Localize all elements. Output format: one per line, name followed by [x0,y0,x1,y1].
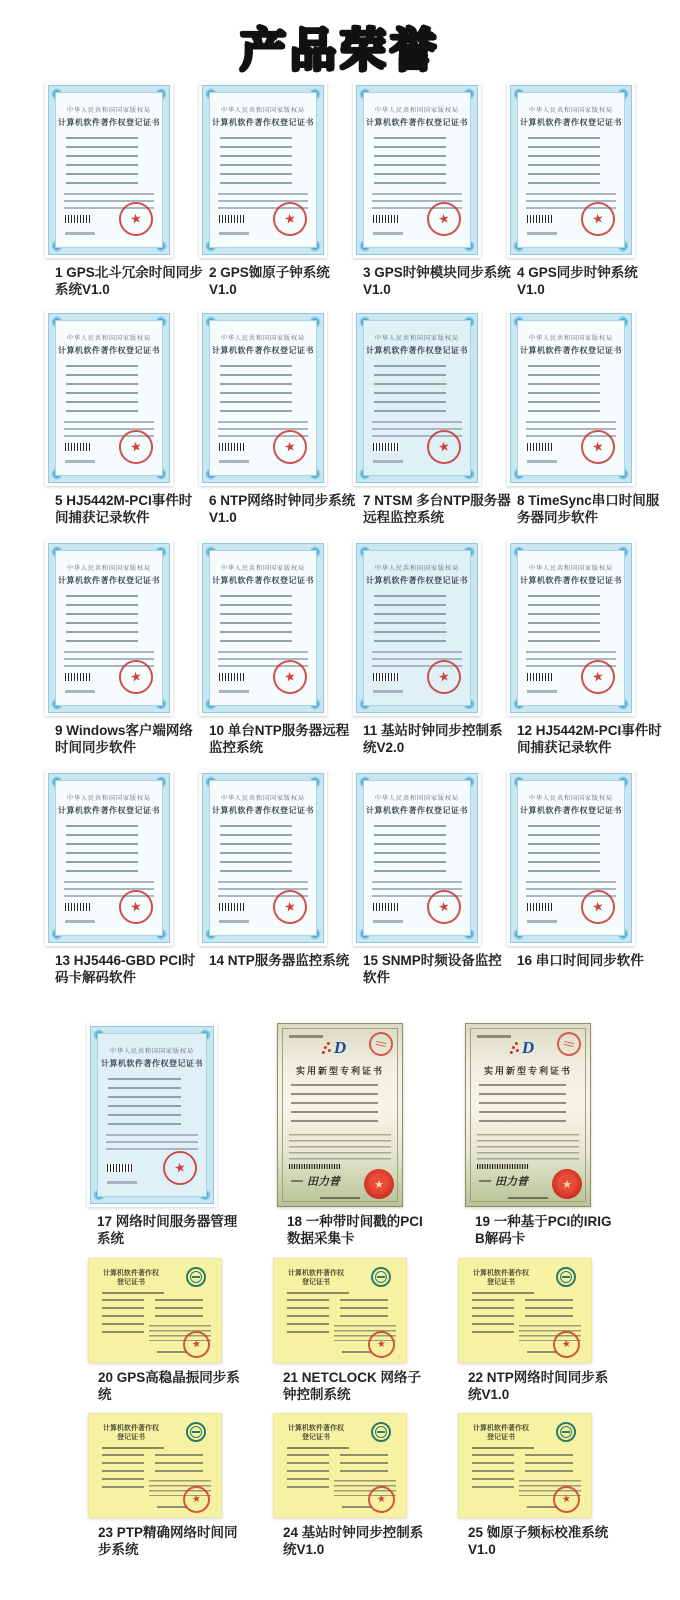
certificate-card [507,310,660,526]
certificate-title: 计算机软件著作权登记证书 [366,346,468,355]
certificate-date [527,1506,557,1508]
certificate-card [45,540,193,756]
certificate-fields-left [102,1299,144,1335]
certificate-caption: 4 GPS同步时钟系统V1.0 [517,265,638,297]
certificate-row-6 [0,1258,680,1403]
copyright-certificate-image [87,1023,217,1207]
serial-line [102,1292,164,1294]
certificate-number [65,460,95,463]
patent-title: 实用新型专利证书 [295,1066,384,1076]
certificate-caption: 17 网络时间服务器管理系统 [97,1214,238,1246]
certificate-fields [66,365,138,415]
certificate-card [465,1023,612,1247]
issuing-agency: 中华人民共和国国家版权局 [374,566,459,572]
certificate-card [507,540,662,756]
barcode [373,673,399,681]
issuing-agency: 中华人民共和国国家版权局 [109,1049,194,1055]
certificate-card [273,1258,422,1403]
patent-paragraph [289,1134,391,1164]
certificate-caption: 20 GPS高稳晶振同步系统 [98,1370,240,1402]
copyright-certificate-image [199,310,327,486]
issuing-agency: 中华人民共和国国家版权局 [528,108,613,114]
certificate-title: 计算机软件著作权登记证书 [101,1059,203,1068]
issuing-agency: 中华人民共和国国家版权局 [528,796,613,802]
certificate-title: 计算机软件著作权登记证书 [520,118,622,127]
certificate-caption: 5 HJ5442M-PCI事件时间捕获记录软件 [55,493,193,525]
commissioner-signature: 田力普 [479,1173,528,1189]
copyright-certificate-image [45,770,173,946]
patent-fields [479,1084,566,1128]
certificate-title: 计算机软件著作权登记证书 [366,576,468,585]
patent-certificate-image [277,1023,403,1207]
certificate-card [199,770,350,986]
certificate-card [88,1258,240,1403]
certificate-caption: 21 NETCLOCK 网络子钟控制系统 [283,1370,422,1402]
certificate-fields-left [287,1299,329,1335]
certificate-title: 计算机软件著作权登记证书 [366,118,468,127]
round-seal-icon [367,1030,395,1058]
certificate-card [87,1023,238,1247]
copyright-certificate-image [353,310,481,486]
barcode [373,215,399,223]
certificate-number [373,690,403,693]
barcode [65,673,91,681]
certificate-number [373,460,403,463]
issuing-agency: 中华人民共和国国家版权局 [374,796,459,802]
certificate-title: 计算机软件著作权登记证书 [58,346,160,355]
barcode [527,903,553,911]
certificate-fields [374,825,446,875]
certificate-card [353,310,511,526]
certificate-card [88,1413,238,1558]
certificate-card [277,1023,423,1247]
barcode [65,443,91,451]
patent-paragraph [477,1134,579,1164]
certificate-fields [220,137,292,187]
issuing-agency: 中华人民共和国国家版权局 [220,336,305,342]
certificate-row-3 [0,540,680,756]
certificate-number [65,920,95,923]
certificate-fields [66,595,138,645]
barcode [219,215,245,223]
certificate-title: 计算机软件著作权 登记证书 [473,1425,529,1441]
certificate-fields [374,595,446,645]
certificate-title: 计算机软件著作权登记证书 [366,806,468,815]
certificate-row-4 [0,770,680,986]
certificate-fields [220,595,292,645]
certificate-date [342,1506,372,1508]
certificate-title: 计算机软件著作权 登记证书 [103,1270,159,1286]
certificate-fields-right [525,1299,573,1321]
green-emblem-icon [556,1422,576,1442]
certificate-title: 计算机软件著作权登记证书 [212,576,314,585]
certificate-card [353,82,511,298]
certificate-caption: 16 串口时间同步软件 [517,953,644,968]
patent-fields [291,1084,378,1128]
copyright-certificate-yellow-image [273,1413,407,1518]
certificate-fields [528,825,600,875]
certificate-card [458,1258,609,1403]
certificate-caption: 2 GPS铷原子钟系统V1.0 [209,265,330,297]
certificate-fields-left [287,1454,329,1490]
certificate-number [373,920,403,923]
copyright-certificate-image [45,310,173,486]
green-emblem-icon [371,1422,391,1442]
certificate-card [45,82,203,298]
copyright-certificate-image [199,540,327,716]
certificate-fields [528,137,600,187]
certificate-caption: 6 NTP网络时钟同步系统V1.0 [209,493,356,525]
certificate-title: 计算机软件著作权登记证书 [520,806,622,815]
certificate-card [353,770,502,986]
certificate-card [458,1413,609,1558]
barcode [289,1164,341,1169]
certificate-paragraph [106,1134,198,1153]
national-emblem-seal-icon [364,1169,394,1199]
certificate-title: 计算机软件著作权 登记证书 [103,1425,159,1441]
commissioner-signature: 田力普 [291,1173,340,1189]
serial-line [287,1292,349,1294]
certificate-row-7 [0,1413,680,1558]
issuing-agency: 中华人民共和国国家版权局 [220,796,305,802]
patent-date [508,1197,548,1199]
issuing-agency: 中华人民共和国国家版权局 [374,336,459,342]
certificate-title: 计算机软件著作权登记证书 [58,118,160,127]
certificate-caption: 22 NTP网络时间同步系统V1.0 [468,1370,609,1402]
certificate-card [273,1413,424,1558]
certificate-card [199,82,330,298]
certificate-card [45,770,196,986]
certificate-caption: 10 单台NTP服务器远程监控系统 [209,723,350,755]
certificate-caption: 19 一种基于PCI的IRIG B解码卡 [475,1214,612,1246]
certificate-date [157,1506,187,1508]
certificate-title: 计算机软件著作权登记证书 [520,346,622,355]
certificate-fields [374,365,446,415]
certificate-caption: 24 基站时钟同步控制系统V1.0 [283,1525,424,1557]
certificate-card [199,310,356,526]
certificate-row-5 [0,1023,680,1247]
certificate-number [527,690,557,693]
certificate-number [373,232,403,235]
certificate-fields [374,137,446,187]
certificate-caption: 25 铷原子频标校准系统V1.0 [468,1525,609,1557]
green-emblem-icon [556,1267,576,1287]
copyright-certificate-image [353,770,481,946]
copyright-certificate-image [199,82,327,258]
copyright-certificate-image [353,540,481,716]
certificate-caption: 1 GPS北斗冗余时间同步系统V1.0 [55,265,203,297]
issuing-agency: 中华人民共和国国家版权局 [528,566,613,572]
certificate-caption: 23 PTP精确网络时间同步系统 [98,1525,238,1557]
certificate-card [507,82,638,298]
issuing-agency: 中华人民共和国国家版权局 [528,336,613,342]
copyright-certificate-image [507,770,635,946]
issuing-agency: 中华人民共和国国家版权局 [220,566,305,572]
certificate-caption: 8 TimeSync串口时间服务器同步软件 [517,493,660,525]
certificate-caption: 12 HJ5442M-PCI事件时间捕获记录软件 [517,723,662,755]
certificate-card [353,540,503,756]
barcode [527,215,553,223]
certificate-title: 计算机软件著作权登记证书 [58,576,160,585]
certificate-number [65,690,95,693]
serial-line [472,1292,534,1294]
certificate-date [342,1351,372,1353]
certificate-date [527,1351,557,1353]
certificate-fields-left [472,1454,514,1490]
certificate-number [219,460,249,463]
green-emblem-icon [371,1267,391,1287]
certificate-title: 计算机软件著作权 登记证书 [288,1425,344,1441]
barcode [219,443,245,451]
copyright-certificate-yellow-image [88,1258,222,1363]
patent-number [477,1035,511,1038]
certificate-title: 计算机软件著作权登记证书 [58,806,160,815]
certificate-number [527,920,557,923]
patent-certificate-image [465,1023,591,1207]
patent-office-logo-icon [522,1038,534,1058]
certificate-title: 计算机软件著作权登记证书 [212,806,314,815]
certificate-fields-right [340,1299,388,1321]
certificate-title: 计算机软件著作权登记证书 [520,576,622,585]
barcode [219,673,245,681]
certificate-card [45,310,193,526]
page-title: 产品荣誉 [240,24,440,76]
copyright-certificate-image [353,82,481,258]
certificate-caption: 11 基站时钟同步控制系统V2.0 [363,723,503,755]
patent-office-logo-icon [334,1038,346,1058]
certificate-caption: 7 NTSM 多台NTP服务器远程监控系统 [363,493,511,525]
issuing-agency: 中华人民共和国国家版权局 [374,108,459,114]
certificate-fields-right [340,1454,388,1476]
copyright-certificate-image [199,770,327,946]
certificate-number [527,460,557,463]
certificate-fields-left [102,1454,144,1490]
national-emblem-seal-icon [552,1169,582,1199]
certificate-number [107,1181,137,1184]
certificate-card [507,770,644,986]
certificate-fields-right [155,1454,203,1476]
barcode [373,443,399,451]
round-seal-icon [555,1030,583,1058]
signature-label [291,1180,303,1182]
copyright-certificate-image [507,310,635,486]
copyright-certificate-yellow-image [273,1258,407,1363]
barcode [65,215,91,223]
copyright-certificate-yellow-image [458,1413,592,1518]
copyright-certificate-image [507,82,635,258]
barcode [527,443,553,451]
certificate-row-1 [0,82,680,298]
copyright-certificate-image [507,540,635,716]
issuing-agency: 中华人民共和国国家版权局 [66,796,151,802]
certificate-number [527,232,557,235]
issuing-agency: 中华人民共和国国家版权局 [66,108,151,114]
certificate-fields [528,365,600,415]
certificate-fields [220,825,292,875]
copyright-certificate-yellow-image [458,1258,592,1363]
signature-label [479,1180,491,1182]
issuing-agency: 中华人民共和国国家版权局 [220,108,305,114]
certificate-caption: 18 一种带时间戳的PCI数据采集卡 [287,1214,423,1246]
certificate-date [157,1351,187,1353]
patent-date [320,1197,360,1199]
certificate-fields [66,825,138,875]
certificate-fields-right [525,1454,573,1476]
issuing-agency: 中华人民共和国国家版权局 [66,336,151,342]
patent-title: 实用新型专利证书 [483,1066,572,1076]
certificate-card [199,540,350,756]
certificate-title: 计算机软件著作权 登记证书 [288,1270,344,1286]
certificate-number [65,232,95,235]
red-star-seal-icon [160,1148,199,1187]
certificate-fields [528,595,600,645]
certificate-fields [108,1078,181,1128]
certificate-caption: 9 Windows客户端网络时间同步软件 [55,723,193,755]
certificate-fields [220,365,292,415]
certificate-caption: 14 NTP服务器监控系统 [209,953,350,968]
barcode [65,903,91,911]
green-emblem-icon [186,1422,206,1442]
certificate-number [219,232,249,235]
certificate-number [219,690,249,693]
serial-line [102,1447,164,1449]
certificate-title: 计算机软件著作权登记证书 [212,346,314,355]
issuing-agency: 中华人民共和国国家版权局 [66,566,151,572]
certificate-caption: 13 HJ5446-GBD PCI时码卡解码软件 [55,953,196,985]
certificate-fields-right [155,1299,203,1321]
certificate-title: 计算机软件著作权登记证书 [212,118,314,127]
barcode [219,903,245,911]
certificate-number [219,920,249,923]
certificate-fields [66,137,138,187]
barcode [527,673,553,681]
serial-line [472,1447,534,1449]
certificate-title: 计算机软件著作权 登记证书 [473,1270,529,1286]
green-emblem-icon [186,1267,206,1287]
certificate-caption: 15 SNMP时频设备监控软件 [363,953,502,985]
barcode [373,903,399,911]
certificate-row-2 [0,310,680,526]
copyright-certificate-yellow-image [88,1413,222,1518]
copyright-certificate-image [45,82,173,258]
serial-line [287,1447,349,1449]
certificate-fields-left [472,1299,514,1335]
barcode [477,1164,529,1169]
copyright-certificate-image [45,540,173,716]
barcode [107,1164,133,1172]
patent-number [289,1035,323,1038]
certificate-caption: 3 GPS时钟模块同步系统V1.0 [363,265,511,297]
